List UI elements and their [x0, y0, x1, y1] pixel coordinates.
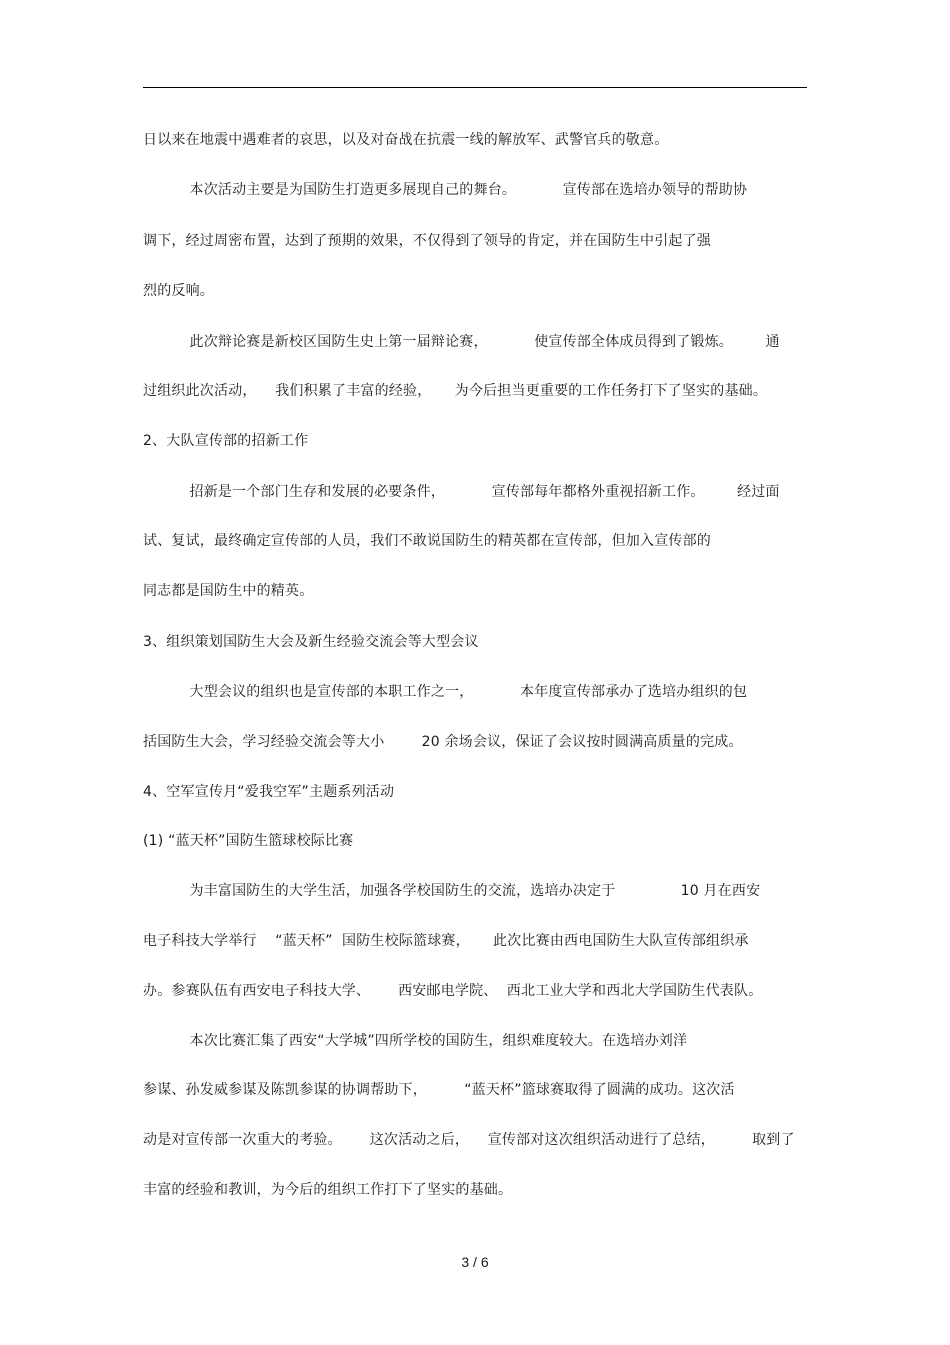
text-line: 丰富的经验和教训，为今后的组织工作打下了坚实的基础。 — [143, 1182, 513, 1198]
header-rule — [143, 87, 807, 88]
text-line: 大型会议的组织也是宣传部的本职工作之一， 本年度宣传部承办了选培办组织的包 — [143, 684, 748, 700]
text-line: 办。参赛队伍有西安电子科技大学、 西安邮电学院、 西北工业大学和西北大学国防生代表队。 — [143, 983, 763, 999]
text-line: 参谋、孙发威参谋及陈凯参谋的协调帮助下， “蓝天杯”篮球赛取得了圆满的成功。这次活 — [143, 1082, 735, 1098]
text-line: 括国防生大会，学习经验交流会等大小 20 余场会议，保证了会议按时圆满高质量的完成。 — [143, 734, 743, 750]
text-line: 调下，经过周密布置，达到了预期的效果，不仅得到了领导的肯定，并在国防生中引起了强 — [143, 233, 711, 249]
text-line: 过组织此次活动， 我们积累了丰富的经验， 为今后担当更重要的工作任务打下了坚实的基础。 — [143, 383, 768, 399]
text-line: 同志都是国防生中的精英。 — [143, 583, 314, 599]
subsection-heading: (1) “蓝天杯”国防生篮球校际比赛 — [143, 833, 354, 849]
text-line: 本次活动主要是为国防生打造更多展现自己的舞台。 宣传部在选培办领导的帮助协 — [143, 182, 748, 198]
text-line: 电子科技大学举行 “蓝天杯” 国防生校际篮球赛， 此次比赛由西电国防生大队宣传部组织承 — [143, 933, 749, 949]
text-line: 烈的反响。 — [143, 283, 214, 299]
text-line: 招新是一个部门生存和发展的必要条件， 宣传部每年都格外重视招新工作。 经过面 — [143, 484, 780, 500]
text-line: 此次辩论赛是新校区国防生史上第一届辩论赛， 使宣传部全体成员得到了锻炼。 通 — [143, 334, 780, 350]
text-line: 为丰富国防生的大学生活，加强各学校国防生的交流，选培办决定于 10 月在西安 — [143, 883, 761, 899]
section-heading: 4、空军宣传月“爱我空军”主题系列活动 — [143, 784, 395, 800]
page-number: 3 / 6 — [461, 1254, 489, 1270]
text-line: 动是对宣传部一次重大的考验。 这次活动之后， 宣传部对这次组织活动进行了总结， 取到了 — [143, 1132, 795, 1148]
text-line: 试、复试，最终确定宣传部的人员，我们不敢说国防生的精英都在宣传部，但加入宣传部的 — [143, 533, 711, 549]
section-heading: 2、大队宣传部的招新工作 — [143, 433, 309, 449]
text-line: 本次比赛汇集了西安“大学城”四所学校的国防生，组织难度较大。在选培办刘洋 — [143, 1033, 688, 1049]
text-line: 日以来在地震中遇难者的哀思，以及对奋战在抗震一线的解放军、武警官兵的敬意。 — [143, 132, 669, 148]
section-heading: 3、组织策划国防生大会及新生经验交流会等大型会议 — [143, 634, 479, 650]
